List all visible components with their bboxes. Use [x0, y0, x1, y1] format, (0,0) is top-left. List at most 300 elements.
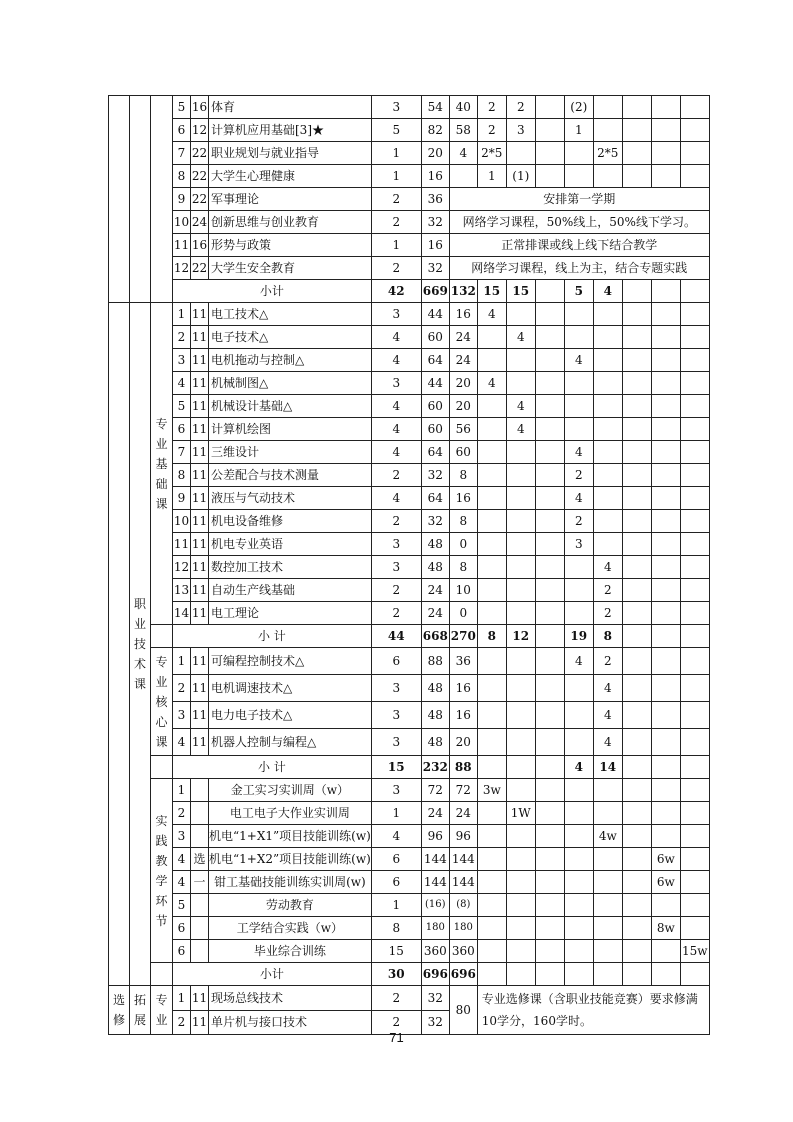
value-cell: 88	[421, 648, 449, 675]
course-number: 12	[173, 257, 191, 280]
value-cell	[680, 119, 709, 142]
value-cell	[622, 917, 651, 940]
value-cell: (16)	[421, 894, 449, 917]
value-cell	[564, 418, 593, 441]
table-row	[109, 779, 710, 802]
value-cell	[651, 303, 680, 326]
value-cell	[564, 579, 593, 602]
course-type-code: 11	[191, 418, 209, 441]
value-cell	[593, 119, 622, 142]
value-cell	[680, 871, 709, 894]
course-number: 6	[173, 418, 191, 441]
course-name: 电机拖动与控制△	[209, 349, 372, 372]
value-cell: 58	[449, 119, 477, 142]
value-cell	[622, 894, 651, 917]
course-name: 电工电子大作业实训周	[209, 802, 372, 825]
category-vocational-text: 职业技术课	[133, 597, 146, 691]
value-cell	[564, 372, 593, 395]
value-cell	[622, 825, 651, 848]
subtotal-value: 88	[449, 756, 477, 779]
table-row	[109, 986, 710, 1011]
value-cell	[622, 487, 651, 510]
value-cell	[564, 729, 593, 756]
course-name: 工学结合实践（w）	[209, 917, 372, 940]
value-cell	[535, 917, 564, 940]
course-number: 5	[173, 395, 191, 418]
value-cell	[564, 917, 593, 940]
value-cell: 2	[371, 1010, 421, 1035]
subtotal-row	[109, 963, 710, 986]
course-number: 1	[173, 779, 191, 802]
value-cell	[506, 303, 535, 326]
value-cell: 4	[506, 418, 535, 441]
table-row	[109, 441, 710, 464]
table-row	[109, 349, 710, 372]
course-name: 现场总线技术	[209, 986, 372, 1011]
category-cell	[109, 303, 130, 986]
group-basic-text: 专业基础课	[155, 416, 168, 511]
value-cell: 10	[449, 579, 477, 602]
value-cell	[651, 464, 680, 487]
group-practice	[151, 779, 173, 963]
table-row	[109, 940, 710, 963]
course-name: 数控加工技术	[209, 556, 372, 579]
value-cell: 0	[449, 533, 477, 556]
value-cell: 2	[371, 986, 421, 1011]
category-elective: 选修	[109, 986, 130, 1035]
value-cell: 15w	[680, 940, 709, 963]
value-cell: 3	[371, 533, 421, 556]
category-extension: 拓展	[130, 986, 151, 1035]
subtotal-row	[109, 756, 710, 779]
value-cell: 4	[477, 303, 506, 326]
value-cell	[535, 119, 564, 142]
value-cell: 4	[564, 648, 593, 675]
course-name: 公差配合与技术测量	[209, 464, 372, 487]
course-type-code: 11	[191, 729, 209, 756]
value-cell: 1	[371, 234, 421, 257]
value-cell	[622, 648, 651, 675]
course-name: 电工技术△	[209, 303, 372, 326]
value-cell	[564, 165, 593, 188]
course-number: 2	[173, 675, 191, 702]
value-cell	[622, 779, 651, 802]
value-cell: 8	[371, 917, 421, 940]
value-cell: 16	[449, 675, 477, 702]
subtotal-row	[109, 625, 710, 648]
value-cell	[477, 940, 506, 963]
value-cell: 3	[506, 119, 535, 142]
value-cell: 16	[449, 487, 477, 510]
value-cell	[651, 119, 680, 142]
course-name: 大学生安全教育	[209, 257, 372, 280]
subtotal-value	[593, 963, 622, 986]
value-cell	[535, 675, 564, 702]
value-cell	[535, 533, 564, 556]
value-cell: 4	[371, 349, 421, 372]
course-name: 职业规划与就业指导	[209, 142, 372, 165]
value-cell	[680, 779, 709, 802]
value-cell: 4	[593, 556, 622, 579]
value-cell: 8	[449, 556, 477, 579]
value-cell: 2	[593, 602, 622, 625]
value-cell	[651, 349, 680, 372]
value-cell	[506, 729, 535, 756]
value-cell	[651, 894, 680, 917]
subtotal-value	[680, 625, 709, 648]
value-cell	[593, 372, 622, 395]
subtotal-label: 小 计	[173, 625, 372, 648]
value-cell	[622, 510, 651, 533]
course-type-code: 11	[191, 326, 209, 349]
value-cell	[477, 917, 506, 940]
table-row	[109, 119, 710, 142]
value-cell	[622, 675, 651, 702]
value-cell	[477, 395, 506, 418]
value-cell	[680, 372, 709, 395]
value-cell	[593, 487, 622, 510]
value-cell: 144	[421, 871, 449, 894]
course-name: 液压与气动技术	[209, 487, 372, 510]
course-type-code: 一	[191, 871, 209, 894]
subtotal-value	[564, 963, 593, 986]
group-core	[151, 648, 173, 756]
value-cell: 60	[421, 418, 449, 441]
table-row	[109, 825, 710, 848]
course-name: 军事理论	[209, 188, 372, 211]
value-cell	[564, 940, 593, 963]
course-type-code: 11	[191, 986, 209, 1011]
value-cell	[651, 675, 680, 702]
value-cell	[477, 487, 506, 510]
value-cell: 56	[449, 418, 477, 441]
table-row	[109, 326, 710, 349]
value-cell: 24	[421, 802, 449, 825]
subtotal-label: 小 计	[173, 756, 372, 779]
value-cell: 8	[449, 464, 477, 487]
empty-cell	[151, 756, 173, 779]
value-cell	[564, 602, 593, 625]
value-cell	[593, 871, 622, 894]
course-type-code: 11	[191, 675, 209, 702]
value-cell: 36	[449, 648, 477, 675]
subtotal-value	[535, 963, 564, 986]
course-type-code: 22	[191, 142, 209, 165]
category-major: 专业	[151, 986, 173, 1035]
course-name: 机械设计基础△	[209, 395, 372, 418]
course-name: 机器人控制与编程△	[209, 729, 372, 756]
subtotal-value: 14	[593, 756, 622, 779]
value-cell	[535, 702, 564, 729]
subtotal-value: 668	[421, 625, 449, 648]
course-number: 2	[173, 802, 191, 825]
value-cell: 48	[421, 533, 449, 556]
value-cell	[680, 894, 709, 917]
value-cell	[651, 556, 680, 579]
value-cell	[506, 675, 535, 702]
empty-cell	[151, 625, 173, 648]
value-cell	[622, 165, 651, 188]
value-cell	[651, 648, 680, 675]
value-cell: 2	[564, 464, 593, 487]
value-cell	[564, 825, 593, 848]
course-type-code: 22	[191, 257, 209, 280]
course-type-code: 11	[191, 372, 209, 395]
course-name: 可编程控制技术△	[209, 648, 372, 675]
course-number: 4	[173, 871, 191, 894]
course-number: 4	[173, 729, 191, 756]
value-cell	[680, 825, 709, 848]
course-number: 6	[173, 917, 191, 940]
value-cell: 1	[371, 894, 421, 917]
value-cell	[593, 326, 622, 349]
value-cell	[680, 395, 709, 418]
course-number: 3	[173, 349, 191, 372]
course-name: 机电专业英语	[209, 533, 372, 556]
subtotal-value: 270	[449, 625, 477, 648]
value-cell: 3	[371, 556, 421, 579]
value-cell: 2*5	[477, 142, 506, 165]
value-cell	[477, 579, 506, 602]
course-name: 体育	[209, 96, 372, 119]
value-cell: 32	[421, 1010, 449, 1035]
course-number: 1	[173, 648, 191, 675]
value-cell: 82	[421, 119, 449, 142]
value-cell	[535, 326, 564, 349]
subtotal-value	[506, 756, 535, 779]
value-cell	[535, 372, 564, 395]
value-cell	[680, 802, 709, 825]
value-cell: 360	[449, 940, 477, 963]
value-cell	[535, 602, 564, 625]
course-number: 1	[173, 986, 191, 1011]
value-cell: 144	[449, 871, 477, 894]
course-plan-table	[108, 95, 710, 1035]
value-cell: 180	[421, 917, 449, 940]
table-row	[109, 211, 710, 234]
subtotal-value: 4	[593, 280, 622, 303]
value-cell: 4	[593, 702, 622, 729]
value-cell	[535, 142, 564, 165]
subtotal-value: 30	[371, 963, 421, 986]
value-cell	[622, 602, 651, 625]
subtotal-value: 15	[506, 280, 535, 303]
value-cell	[535, 395, 564, 418]
value-cell	[477, 825, 506, 848]
value-cell	[477, 729, 506, 756]
value-cell	[593, 917, 622, 940]
value-cell	[506, 464, 535, 487]
subtotal-value	[680, 280, 709, 303]
value-cell	[506, 372, 535, 395]
value-cell: 6w	[651, 848, 680, 871]
value-cell	[506, 556, 535, 579]
table-row	[109, 395, 710, 418]
value-cell: 32	[421, 211, 449, 234]
value-cell: 4	[564, 441, 593, 464]
subtotal-value: 12	[506, 625, 535, 648]
value-cell: 48	[421, 729, 449, 756]
value-cell	[622, 395, 651, 418]
value-cell: 24	[421, 602, 449, 625]
value-cell: 2	[371, 188, 421, 211]
value-cell: 48	[421, 675, 449, 702]
category-cell	[109, 96, 130, 303]
value-cell: 4	[371, 418, 421, 441]
subtotal-value: 669	[421, 280, 449, 303]
value-cell: 6w	[651, 871, 680, 894]
subtotal-value	[622, 756, 651, 779]
value-cell: 0	[449, 602, 477, 625]
subtotal-row	[109, 280, 710, 303]
course-type-code: 11	[191, 441, 209, 464]
course-number: 3	[173, 825, 191, 848]
page-number: 71	[389, 1030, 404, 1045]
course-number: 14	[173, 602, 191, 625]
table-row	[109, 648, 710, 675]
value-cell: 96	[449, 825, 477, 848]
value-cell: 2*5	[593, 142, 622, 165]
value-cell: 4	[477, 372, 506, 395]
value-cell: 60	[421, 395, 449, 418]
value-cell: 3	[564, 533, 593, 556]
value-cell	[506, 533, 535, 556]
value-cell	[564, 675, 593, 702]
table-row	[109, 510, 710, 533]
course-type-code: 11	[191, 556, 209, 579]
subtotal-value: 696	[449, 963, 477, 986]
value-cell	[651, 579, 680, 602]
subtotal-value	[680, 756, 709, 779]
value-cell	[449, 165, 477, 188]
value-cell	[535, 510, 564, 533]
value-cell	[680, 648, 709, 675]
value-cell: 2	[506, 96, 535, 119]
value-cell	[535, 871, 564, 894]
value-cell	[651, 418, 680, 441]
subtotal-value	[651, 280, 680, 303]
course-number: 8	[173, 165, 191, 188]
value-cell	[564, 702, 593, 729]
value-cell	[593, 848, 622, 871]
value-cell	[477, 675, 506, 702]
value-cell	[651, 142, 680, 165]
elective-note: 专业选修课（含职业技能竞赛）要求修满10学分，160学时。	[477, 986, 709, 1035]
value-cell	[622, 802, 651, 825]
value-cell: 64	[421, 487, 449, 510]
value-cell	[535, 729, 564, 756]
value-cell: 6	[371, 871, 421, 894]
value-cell: (2)	[564, 96, 593, 119]
value-cell: (1)	[506, 165, 535, 188]
value-cell	[680, 303, 709, 326]
value-cell	[477, 602, 506, 625]
value-cell	[622, 556, 651, 579]
value-cell	[680, 602, 709, 625]
value-cell	[680, 441, 709, 464]
value-cell	[622, 142, 651, 165]
table-row	[109, 729, 710, 756]
table-row	[109, 234, 710, 257]
value-cell	[564, 326, 593, 349]
value-cell	[593, 418, 622, 441]
value-cell: 2	[371, 257, 421, 280]
value-cell: 2	[564, 510, 593, 533]
value-cell	[564, 779, 593, 802]
course-name: 电工理论	[209, 602, 372, 625]
value-cell	[535, 303, 564, 326]
value-cell	[651, 372, 680, 395]
value-cell	[622, 702, 651, 729]
value-cell	[593, 894, 622, 917]
value-cell: 2	[371, 602, 421, 625]
value-cell	[651, 487, 680, 510]
value-cell: 4	[506, 395, 535, 418]
empty-cell	[151, 963, 173, 986]
value-cell	[477, 464, 506, 487]
value-cell: 4	[506, 326, 535, 349]
value-cell	[651, 825, 680, 848]
subtotal-value: 19	[564, 625, 593, 648]
value-cell	[680, 326, 709, 349]
value-cell	[535, 579, 564, 602]
subtotal-value: 232	[421, 756, 449, 779]
course-number: 11	[173, 533, 191, 556]
subtotal-value	[622, 280, 651, 303]
table-row	[109, 894, 710, 917]
value-cell	[506, 779, 535, 802]
value-cell	[477, 648, 506, 675]
value-cell	[651, 533, 680, 556]
value-cell: 3	[371, 702, 421, 729]
subtotal-value	[535, 280, 564, 303]
value-cell: 4w	[593, 825, 622, 848]
value-cell	[477, 894, 506, 917]
value-cell: 4	[593, 675, 622, 702]
value-cell	[535, 165, 564, 188]
value-cell: 360	[421, 940, 449, 963]
value-cell	[680, 418, 709, 441]
value-cell: 144	[421, 848, 449, 871]
value-cell	[506, 648, 535, 675]
value-cell: (8)	[449, 894, 477, 917]
value-cell: 3	[371, 729, 421, 756]
value-cell: 4	[371, 395, 421, 418]
value-cell	[477, 556, 506, 579]
value-cell	[651, 165, 680, 188]
value-cell: 1	[371, 165, 421, 188]
value-cell	[564, 303, 593, 326]
table-row	[109, 372, 710, 395]
course-type-code: 11	[191, 510, 209, 533]
value-cell: 24	[421, 579, 449, 602]
table-row	[109, 579, 710, 602]
value-cell	[506, 487, 535, 510]
value-cell	[506, 825, 535, 848]
course-number: 9	[173, 487, 191, 510]
course-type-code: 11	[191, 648, 209, 675]
value-cell	[477, 349, 506, 372]
value-cell	[622, 848, 651, 871]
value-cell	[680, 917, 709, 940]
value-cell	[477, 802, 506, 825]
value-cell	[680, 349, 709, 372]
value-cell	[506, 917, 535, 940]
schedule-note: 网络学习课程，线上为主，结合专题实践	[449, 257, 709, 280]
subtotal-value	[651, 625, 680, 648]
value-cell: 3w	[477, 779, 506, 802]
value-cell: 72	[421, 779, 449, 802]
